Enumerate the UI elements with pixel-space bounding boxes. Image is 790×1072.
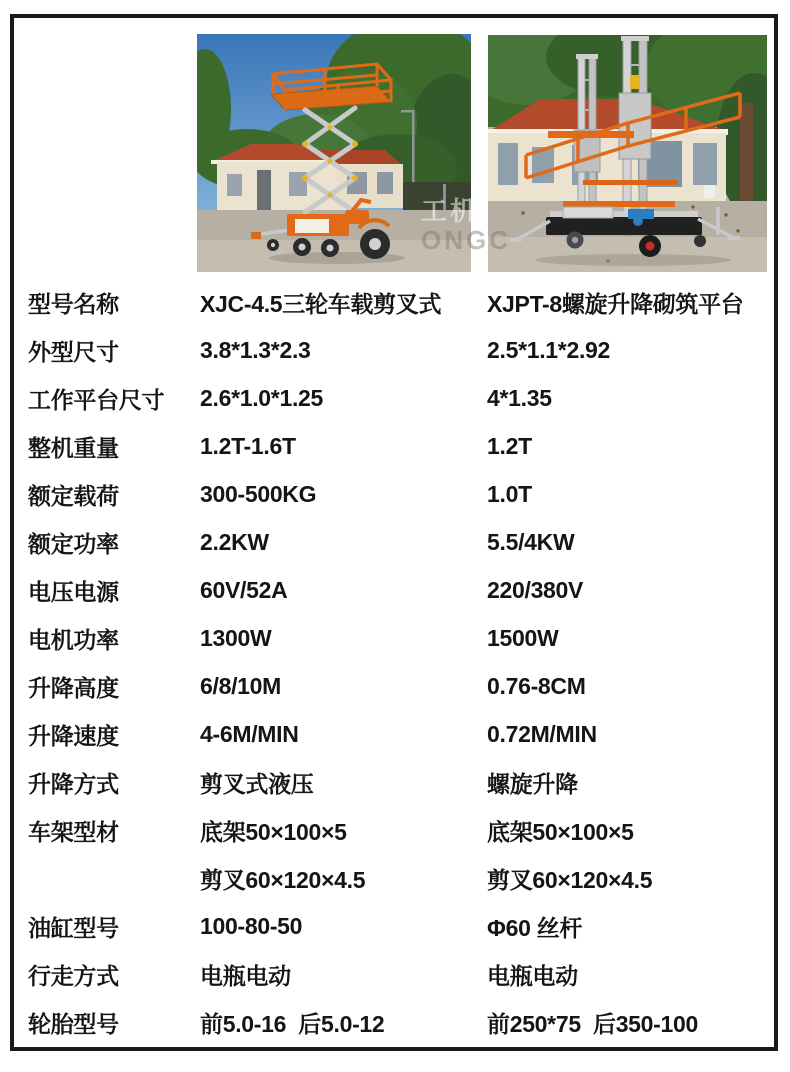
spec-row: [28, 902, 770, 950]
spec-row: [28, 950, 770, 998]
spec-row: [28, 422, 770, 470]
spec-value-col2: 剪叉60×120×4.5: [487, 866, 653, 893]
spec-row: [28, 758, 770, 806]
photo-spiral-mast-lift: [488, 35, 767, 272]
spec-row: [28, 662, 770, 710]
spec-row: [28, 470, 770, 518]
mast-lift-illustration: [488, 35, 767, 272]
spec-value-col1: 前5.0-16 后5.0-12: [200, 1010, 385, 1037]
spec-value-col2: 螺旋升降: [487, 770, 578, 797]
spec-value-col2: 1500W: [487, 624, 559, 651]
spec-value-col1: 1300W: [200, 624, 272, 651]
spec-value-col2: 5.5/4KW: [487, 528, 575, 555]
spec-value-col2: 2.5*1.1*2.92: [487, 336, 611, 363]
spec-row-label: 工作平台尺寸: [28, 386, 165, 413]
spec-row-label: 额定载荷: [28, 482, 119, 509]
spec-value-col1: 剪叉式液压: [200, 770, 314, 797]
spec-value-col2: 底架50×100×5: [487, 818, 634, 845]
spec-value-col1: 2.6*1.0*1.25: [200, 384, 324, 411]
spec-row-label: 轮胎型号: [28, 1010, 119, 1037]
spec-row: [28, 614, 770, 662]
spec-value-col2: 1.2T: [487, 432, 532, 459]
spec-value-col1: 100-80-50: [200, 912, 303, 939]
spec-row-label: 车架型材: [28, 818, 119, 845]
spec-row-label: 整机重量: [28, 434, 119, 461]
photo-scissor-lift-tricycle: [197, 34, 471, 272]
watermark-line1: 工机: [421, 196, 480, 226]
spec-row-label: 油缸型号: [28, 914, 119, 941]
spec-row-label: 行走方式: [28, 962, 119, 989]
spec-row: [28, 806, 770, 854]
spec-value-col1: 底架50×100×5: [200, 818, 347, 845]
spec-row-label: 额定功率: [28, 530, 119, 557]
spec-value-col2: 电瓶电动: [487, 962, 578, 989]
spec-value-col2: 1.0T: [487, 480, 532, 507]
spec-row: [28, 518, 770, 566]
spec-value-col2: 0.72M/MIN: [487, 720, 597, 747]
spec-value-col1: 300-500KG: [200, 480, 317, 507]
spec-value-col1: 2.2KW: [200, 528, 269, 555]
spec-row: [28, 326, 770, 374]
spec-row-label: 电机功率: [28, 626, 119, 653]
spec-value-col2: XJPT-8螺旋升降砌筑平台: [487, 290, 744, 317]
spec-row-label: 型号名称: [28, 290, 119, 317]
spec-row: [28, 710, 770, 758]
spec-value-col1: 6/8/10M: [200, 672, 282, 699]
spec-value-col2: 0.76-8CM: [487, 672, 586, 699]
spec-value-col1: 4-6M/MIN: [200, 720, 299, 747]
spec-row: [28, 566, 770, 614]
spec-value-col2: 220/380V: [487, 576, 584, 603]
spec-row-label: 升降高度: [28, 674, 119, 701]
spec-value-col2: 4*1.35: [487, 384, 552, 411]
spec-row: [28, 998, 770, 1046]
spec-value-col1: XJC-4.5三轮车载剪叉式: [200, 290, 442, 317]
spec-row-label: 电压电源: [28, 578, 119, 605]
watermark-line2: ONGC: [421, 225, 511, 255]
spec-table: [28, 278, 770, 1046]
spec-row: [28, 854, 770, 902]
spec-row-label: 外型尺寸: [28, 338, 119, 365]
spec-value-col1: 剪叉60×120×4.5: [200, 866, 366, 893]
scissor-lift-illustration: [197, 34, 471, 272]
spec-value-col1: 1.2T-1.6T: [200, 432, 296, 459]
spec-value-col1: 电瓶电动: [200, 962, 291, 989]
spec-value-col2: 前250*75 后350-100: [487, 1010, 698, 1037]
spec-value-col1: 60V/52A: [200, 576, 288, 603]
spec-row-label: 升降速度: [28, 722, 119, 749]
spec-value-col2: Φ60 丝杆: [487, 914, 583, 941]
spec-value-col1: 3.8*1.3*2.3: [200, 336, 311, 363]
spec-row-label: 升降方式: [28, 770, 119, 797]
spec-row: [28, 278, 770, 326]
spec-row: [28, 374, 770, 422]
